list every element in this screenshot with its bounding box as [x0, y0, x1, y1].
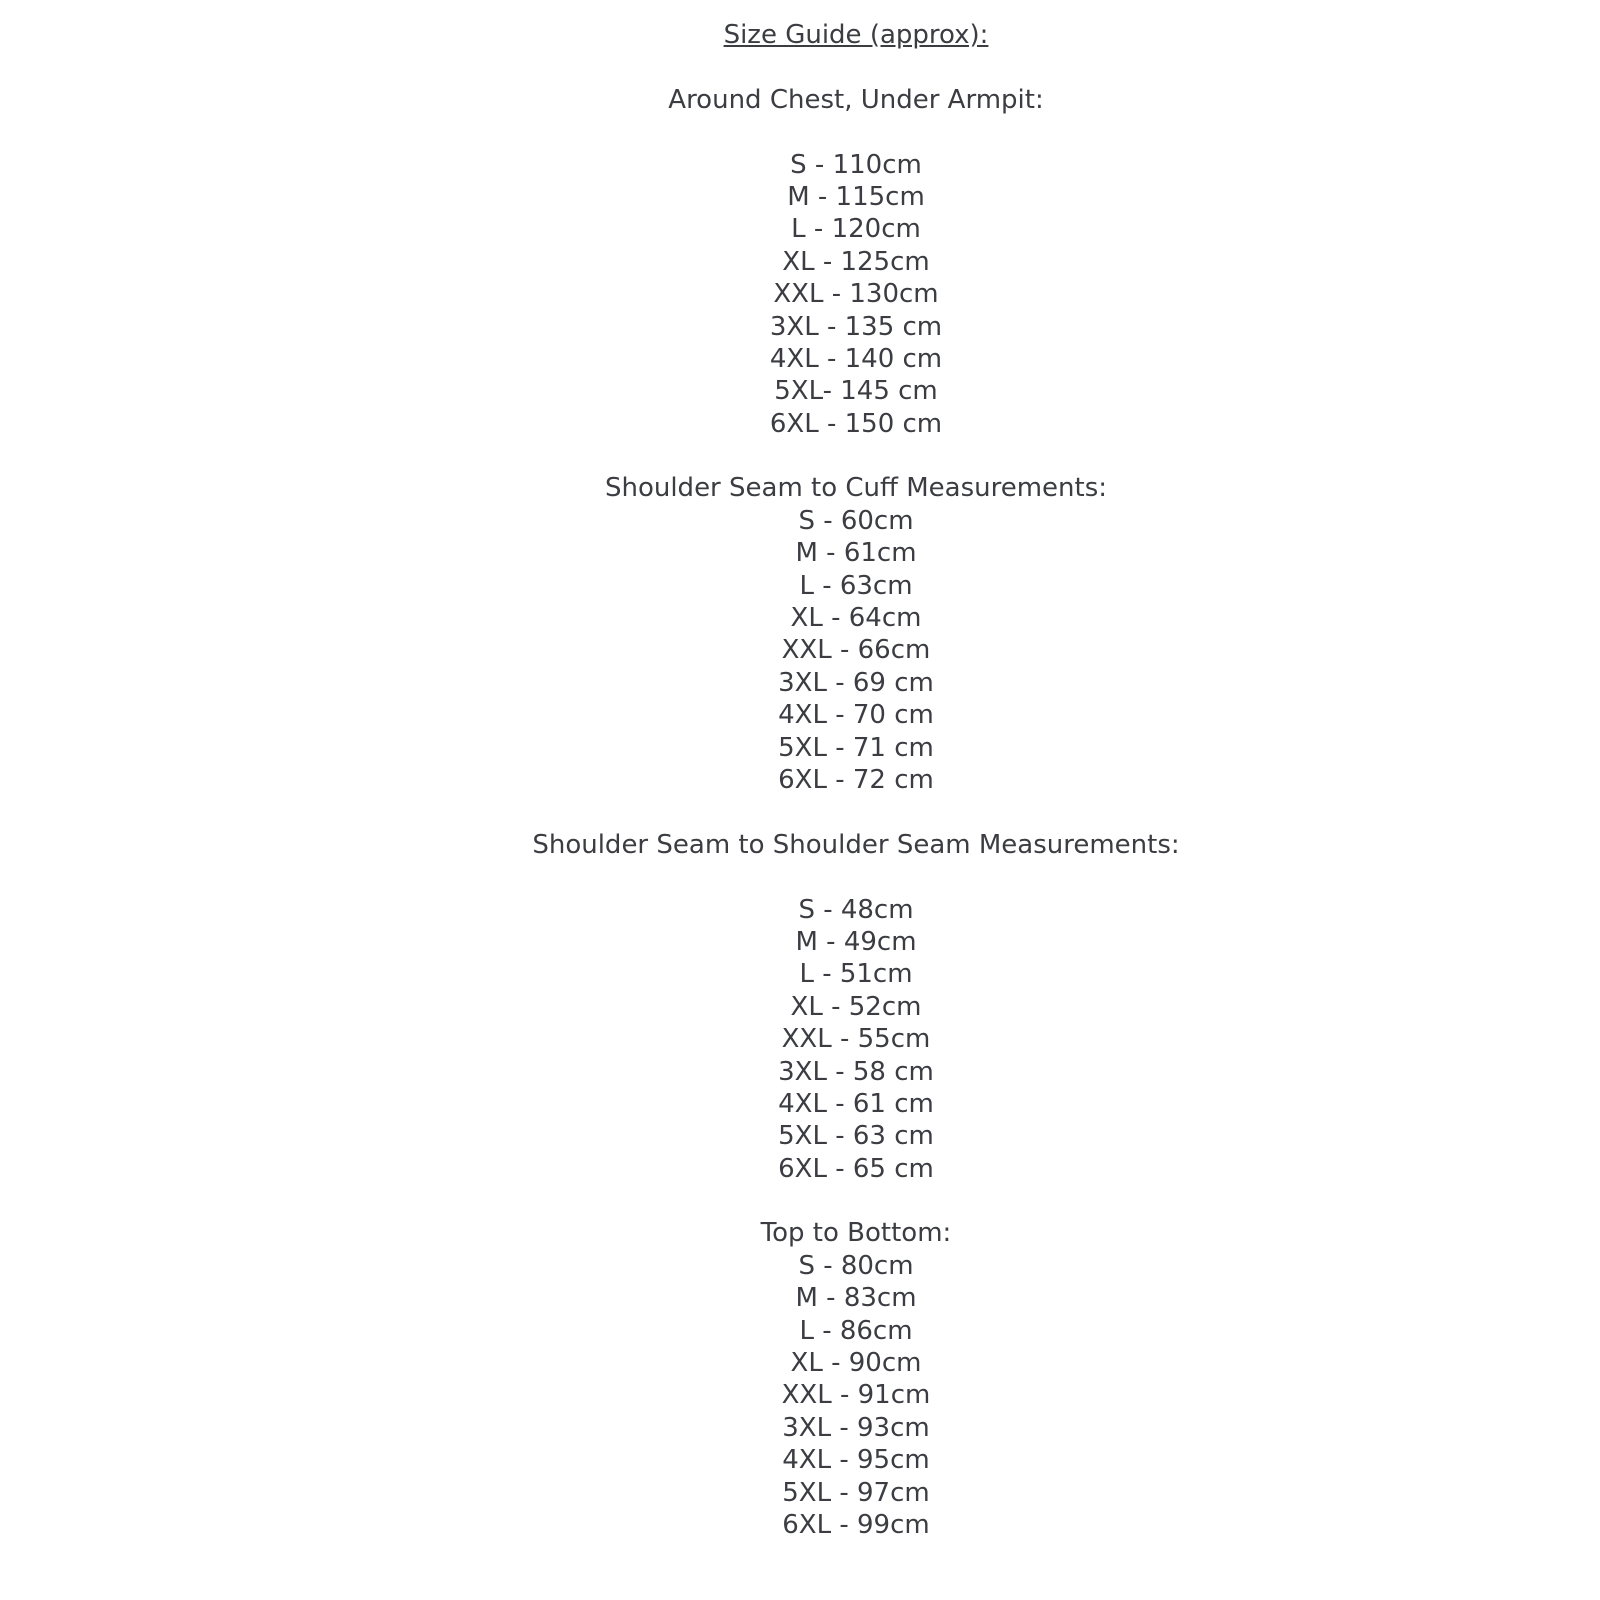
section-heading: Shoulder Seam to Cuff Measurements: [604, 473, 1108, 504]
section-heading: Top to Bottom: [760, 1218, 952, 1249]
size-measurement: XL - 52cm [790, 991, 922, 1022]
size-measurement: M - 115cm [787, 181, 925, 212]
blank-line [112, 796, 1600, 828]
size-measurement: S - 48cm [798, 894, 914, 925]
size-measurement: 5XL - 97cm [782, 1477, 930, 1508]
size-measurement: 6XL - 99cm [782, 1509, 930, 1540]
size-measurement: XXL - 66cm [781, 635, 931, 666]
size-measurement: L - 63cm [799, 570, 913, 601]
blank-line [112, 861, 1600, 893]
blank-line [112, 440, 1600, 472]
size-measurement: 4XL - 140 cm [769, 343, 943, 374]
size-measurement: XXL - 55cm [781, 1024, 931, 1055]
size-measurement: XL - 125cm [782, 246, 930, 277]
size-measurement: S - 60cm [798, 505, 914, 536]
blank-line [112, 51, 1600, 83]
size-measurement: XXL - 130cm [773, 279, 939, 310]
size-measurement: 6XL - 65 cm [778, 1153, 934, 1184]
size-measurement: 6XL - 150 cm [769, 408, 943, 439]
size-sections [112, 84, 1600, 1542]
size-measurement: 3XL - 69 cm [778, 667, 934, 698]
size-measurement: XXL - 91cm [781, 1380, 931, 1411]
size-measurement: M - 61cm [795, 538, 917, 569]
size-measurement: L - 120cm [791, 214, 921, 245]
size-measurement: M - 83cm [795, 1283, 917, 1314]
size-measurement: L - 86cm [799, 1315, 913, 1346]
section-heading: Around Chest, Under Armpit: [668, 84, 1044, 115]
section-heading: Shoulder Seam to Shoulder Seam Measurements: [532, 829, 1180, 860]
size-measurement: 3XL - 93cm [782, 1412, 930, 1443]
size-measurement: XL - 64cm [790, 603, 922, 634]
size-measurement: XL - 90cm [790, 1348, 922, 1379]
size-measurement: L - 51cm [799, 959, 913, 990]
size-measurement: 4XL - 70 cm [778, 700, 934, 731]
page-title: Size Guide (approx): [723, 20, 989, 50]
size-measurement: S - 80cm [798, 1250, 914, 1281]
size-measurement: 5XL - 63 cm [778, 1121, 934, 1152]
size-measurement: 3XL - 58 cm [778, 1056, 934, 1087]
size-measurement: S - 110cm [790, 149, 922, 180]
size-measurement: 6XL - 72 cm [778, 764, 934, 795]
size-measurement: 3XL - 135 cm [769, 311, 943, 342]
size-measurement: 5XL- 145 cm [774, 376, 938, 407]
blank-line [112, 116, 1600, 148]
size-measurement: 4XL - 61 cm [778, 1088, 934, 1119]
blank-line [112, 1185, 1600, 1217]
size-measurement: M - 49cm [795, 926, 917, 957]
size-measurement: 4XL - 95cm [782, 1445, 930, 1476]
size-measurement: 5XL - 71 cm [778, 732, 934, 763]
